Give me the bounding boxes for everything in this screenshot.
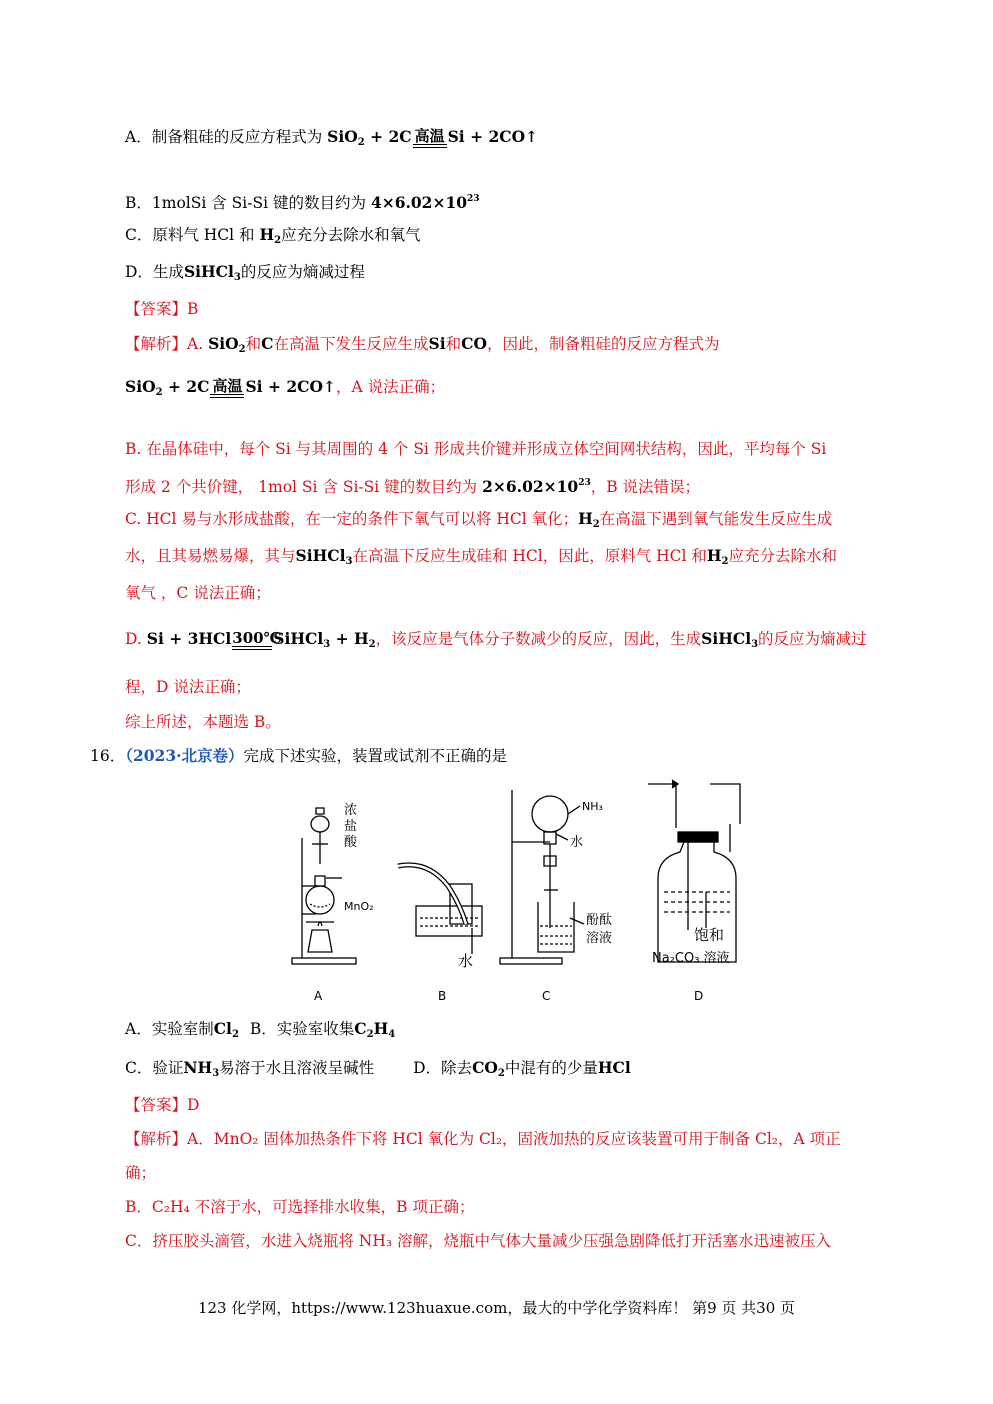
label-c: C	[542, 989, 551, 1003]
label-phenol-1: 酚酞	[586, 913, 613, 928]
apparatus-c	[500, 790, 584, 964]
q15-summary: 综上所述，本题选 B。	[125, 713, 281, 731]
q15-option-a	[125, 126, 538, 154]
q15-answer: 【答案】B	[125, 300, 199, 318]
label-phenol-2: 溶液	[586, 931, 613, 946]
q15-analysis-b2: 形成 2 个共价键， 1mol Si 含 Si-Si 键的数目约为 $2\times 6.02\times 10^{23}$，B 说法错误；	[125, 477, 701, 496]
label-d: D	[694, 989, 704, 1003]
q15-option-d: D．生成SiHCl$_3$的反应为熵减过程	[125, 262, 365, 283]
q16-analysis-4: C．挤压胶头滴管，水进入烧瓶将 NH₃ 溶解，烧瓶中气体大量减少压强急剧降低打开活塞水迅速被压入	[125, 1232, 832, 1250]
q16-answer: 【答案】D	[125, 1096, 200, 1114]
q15-option-c: C．原料气 HCl 和 $H_2$应充分去除水和氧气	[125, 225, 421, 246]
label-saturated: 饱和	[694, 926, 725, 944]
option-a-equation: SiO$_2$ + 2C 高温 Si + 2CO↑	[327, 127, 538, 146]
q16-analysis-2: 确；	[125, 1164, 157, 1182]
condition-high-temp: 高温	[413, 128, 447, 154]
label-hcl-1: 盐	[344, 819, 358, 834]
q16-analysis-1: 【解析】A．MnO₂ 固体加热条件下将 HCl 氧化为 Cl₂，固液加热的反应该装置可用于制备 Cl₂，A 项正	[125, 1130, 841, 1148]
q15-option-b: B．1molSi 含 Si-Si 键的数目约为 $4\times 6.02\times 10^{23}$	[125, 193, 480, 212]
label-nh3: NH₃	[582, 800, 603, 813]
label-hcl-2: 酸	[344, 835, 358, 850]
option-a-text: A．制备粗硅的反应方程式为	[125, 128, 323, 146]
q15-analysis-b1: B. 在晶体硅中，每个 Si 与其周围的 4 个 Si 形成共价键并形成立体空间网状结构，因此，平均每个 Si	[125, 440, 827, 458]
q16-apparatus-figure	[280, 778, 760, 1010]
q16-options-cd: C．验证$NH_3$易溶于水且溶液呈碱性 D．除去$CO_2$中混有的少量HCl	[125, 1058, 631, 1079]
q15-analysis-a2: SiO$_2$ + 2C 高温 Si + 2CO↑，A 说法正确；	[125, 377, 446, 398]
label-na2co3: Na₂CO₃ 溶液	[652, 951, 730, 966]
label-mno2: MnO₂	[344, 900, 374, 913]
label-conc: 浓	[344, 803, 358, 818]
q16-analysis-3: B．C₂H₄ 不溶于水，可选择排水收集，B 项正确；	[125, 1198, 475, 1216]
page-footer: 123 化学网，https://www.123huaxue.com，最大的中学化学资料库！ 第9 页 共30 页	[197, 1299, 796, 1317]
label-water-c: 水	[570, 835, 584, 850]
label-water-b: 水	[458, 952, 474, 970]
q15-analysis-a1: 【解析】A. SiO$_2$和C在高温下发生反应生成Si和CO，因此，制备粗硅的反应方程式为	[125, 334, 720, 355]
apparatus-b	[398, 865, 482, 954]
label-a: A	[314, 989, 323, 1003]
q15-analysis-c1: C. HCl 易与水形成盐酸，在一定的条件下氧气可以将 HCl 氧化；$H_2$在高温下遇到氧气能发生反应生成	[125, 509, 833, 530]
q15-analysis-c3: 氧气 ，C 说法正确；	[125, 584, 271, 602]
q15-analysis-c2: 水，且其易燃易爆，其与SiHCl$_3$在高温下反应生成硅和 HCl，因此，原料气 HCl 和$H_2$应充分去除水和	[125, 546, 838, 567]
label-b: B	[438, 989, 447, 1003]
q15-analysis-d1: D. Si + 3HCl 300℃ SiHCl$_3$ + $H_2$，该反应是气体分子数减少的反应，因此，生成SiHCl$_3$的反应为熵减过	[125, 629, 867, 650]
q15-analysis-d2: 程，D 说法正确；	[125, 678, 251, 696]
q16-options-ab: A．实验室制$Cl_2$ B．实验室收集$C_2H_4$	[125, 1019, 396, 1040]
q16-stem: 16．（2023·北京卷）完成下述实验，装置或试剂不正确的是	[90, 746, 508, 765]
